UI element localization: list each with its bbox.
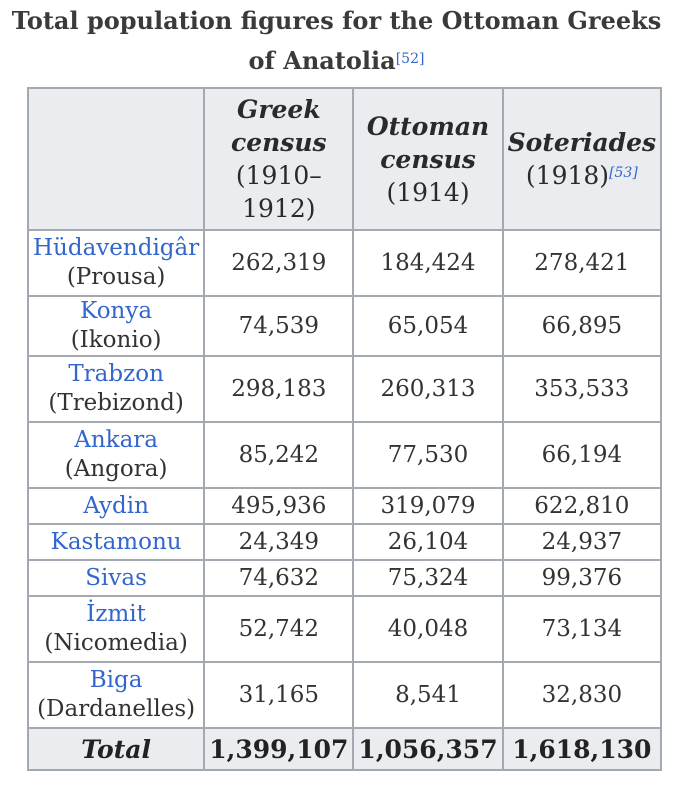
population-table [27,87,662,771]
soteriades-value: 24,937 [503,524,662,560]
total-label: Total [28,728,204,770]
table-row [28,296,661,356]
soteriades-value: 73,134 [503,596,662,662]
ottoman-census-value: 260,313 [353,356,502,422]
header-ottoman-census [353,88,502,230]
region-link-konya[interactable]: Konya [80,298,153,324]
greek-census-value: 298,183 [204,356,353,422]
total-row [28,728,661,770]
region-alt-name: (Trebizond) [48,390,184,416]
header-greek-census-title: Greek census [231,95,327,157]
soteriades-value: 353,533 [503,356,662,422]
region-link-aydin[interactable]: Aydin [83,492,149,519]
header-soteriades [503,88,662,230]
greek-census-value: 262,319 [204,230,353,296]
ottoman-census-value: 184,424 [353,230,502,296]
greek-census-value: 74,539 [204,296,353,356]
caption-line-2-text: of Anatolia [248,46,396,75]
table-caption [0,0,673,81]
ottoman-census-value: 65,054 [353,296,502,356]
greek-census-value: 52,742 [204,596,353,662]
greek-census-value: 24,349 [204,524,353,560]
caption-reference-link[interactable]: [52] [395,51,425,67]
ottoman-census-value: 8,541 [353,662,502,728]
header-ottoman-census-title: Ottoman census [366,111,490,174]
region-alt-name: (Ikonio) [70,327,162,353]
header-greek-census [204,88,353,230]
header-corner-cell [28,88,204,230]
region-alt-name: (Dardanelles) [37,696,196,722]
ottoman-census-value: 40,048 [353,596,502,662]
total-soteriades: 1,618,130 [503,728,662,770]
soteriades-value: 66,895 [503,296,662,356]
soteriades-value: 622,810 [503,488,662,524]
region-cell [28,422,204,488]
ottoman-census-value: 26,104 [353,524,502,560]
header-row [28,88,661,230]
table-row [28,596,661,662]
region-cell [28,560,204,596]
soteriades-value: 66,194 [503,422,662,488]
region-alt-name: (Nicomedia) [44,630,188,656]
region-cell [28,230,204,296]
header-soteriades-reference-link[interactable]: [53] [609,165,638,181]
region-link-biga[interactable]: Biga [89,667,143,693]
table-row [28,662,661,728]
region-cell [28,356,204,422]
region-link-hudavendigar[interactable]: Hüdavendigâr [33,235,200,261]
region-link-kastamonu[interactable]: Kastamonu [50,528,182,555]
header-greek-census-years: (1910–1912) [235,161,322,223]
table-row [28,356,661,422]
header-soteriades-years: (1918) [525,161,610,190]
region-cell [28,488,204,524]
table-row [28,524,661,560]
table-row [28,560,661,596]
caption-line-2 [0,41,673,81]
greek-census-value: 85,242 [204,422,353,488]
greek-census-value: 31,165 [204,662,353,728]
soteriades-value: 32,830 [503,662,662,728]
region-cell [28,596,204,662]
region-link-izmit[interactable]: İzmit [86,601,146,627]
region-alt-name: (Prousa) [66,264,166,290]
region-cell [28,662,204,728]
caption-line-1: Total population figures for the Ottoman Greeks [11,6,662,35]
region-link-ankara[interactable]: Ankara [74,427,158,453]
greek-census-value: 495,936 [204,488,353,524]
greek-census-value: 74,632 [204,560,353,596]
table-row [28,230,661,296]
ottoman-census-value: 75,324 [353,560,502,596]
ottoman-census-value: 319,079 [353,488,502,524]
region-cell [28,524,204,560]
total-greek-census: 1,399,107 [204,728,353,770]
region-cell [28,296,204,356]
region-alt-name: (Angora) [64,456,168,482]
table-row [28,422,661,488]
region-link-sivas[interactable]: Sivas [85,564,147,591]
region-link-trabzon[interactable]: Trabzon [68,361,164,387]
header-soteriades-title: Soteriades [507,128,657,157]
soteriades-value: 99,376 [503,560,662,596]
soteriades-value: 278,421 [503,230,662,296]
ottoman-census-value: 77,530 [353,422,502,488]
total-ottoman-census: 1,056,357 [353,728,502,770]
table-row [28,488,661,524]
header-ottoman-census-years: (1914) [386,177,470,207]
